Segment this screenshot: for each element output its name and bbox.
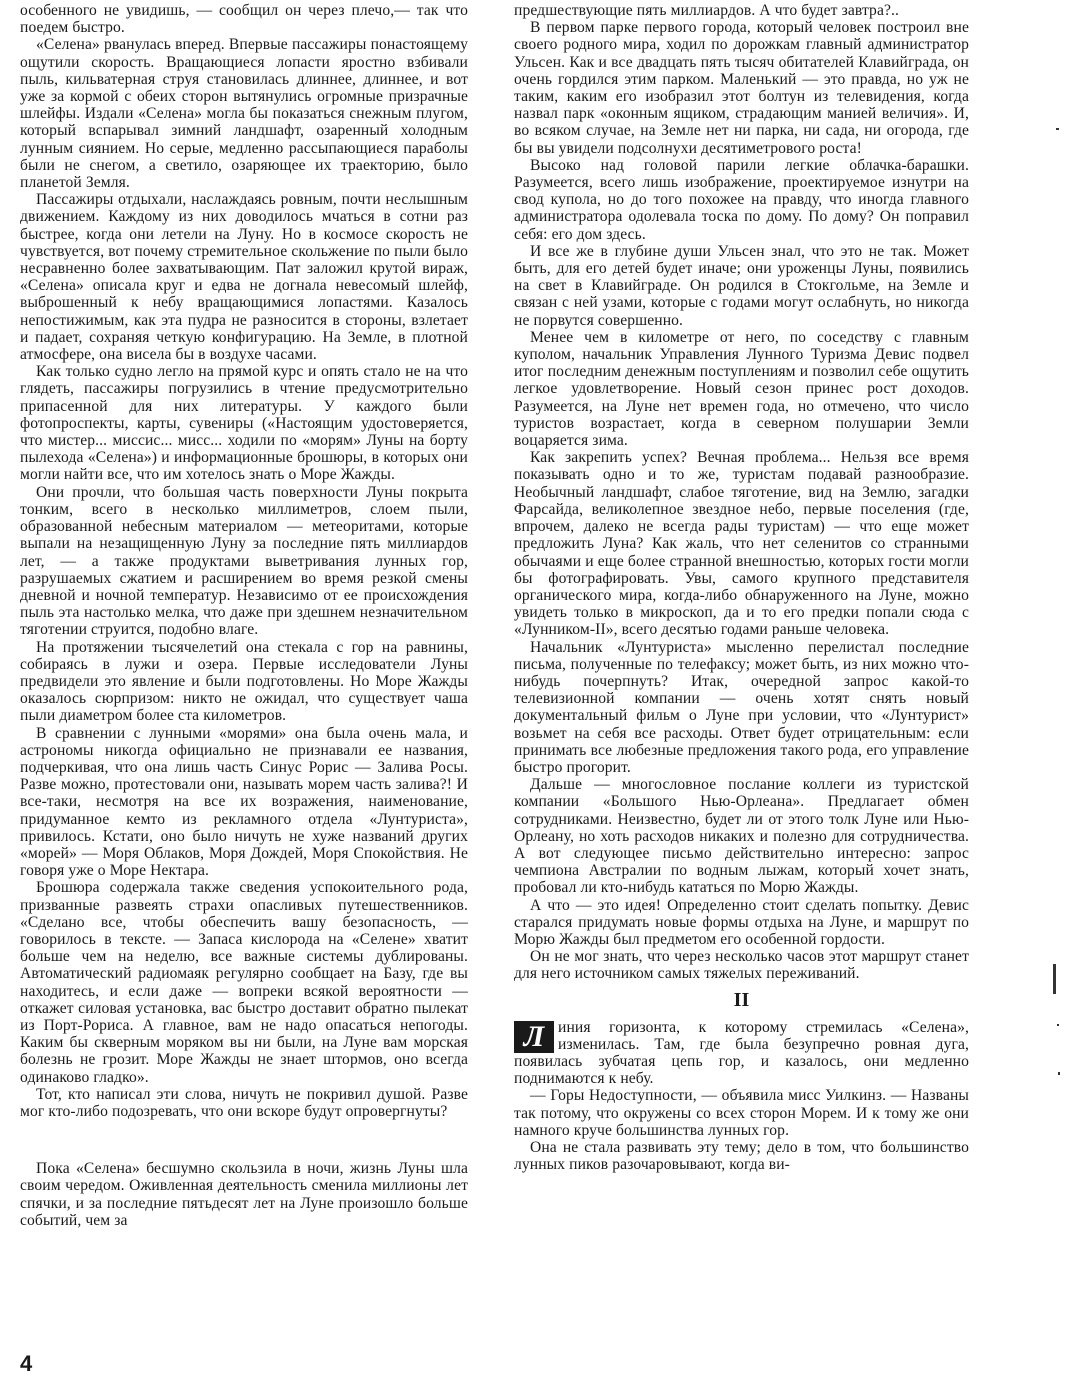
chapter-numeral: II — [733, 988, 750, 1011]
paragraph: Как только судно легло на прямой курс и опять стало не на что глядеть, пассажиры погрузились в чтение предусмотрительно припасенной для них литературы. У каждого были фотопроспекты, карты, сувениры («Настоящим удостоверяется, что мистер... миссис... мисс... ходили по «морям» Луны на борту пылехода «Селена») и информационные брошюры, в которых они могли найти все, что им хотелось знать о Море Жажды. — [20, 363, 468, 484]
paragraph: Дальше — многословное послание коллеги из туристской компании «Большого Нью-Орлеана». Предлагает обмен сотрудниками. Неизвестно, будет ли от этого толк Луне или Нью-Орлеану, но хоть расходов никаких и полезно для сотрудничества. А вот следующее письмо действительно интересно: запрос чемпиона Австралии по водным лыжам, который хочет знать, пробовал ли кто-нибудь кататься по Морю Жажды. — [514, 776, 969, 897]
paragraph: особенного не увидишь, — сообщил он через плечо,— так что поедем быстро. — [20, 2, 468, 37]
scan-mark — [1053, 964, 1056, 994]
scan-mark — [1058, 1072, 1060, 1075]
paragraph: В первом парке первого города, который человек построил вне своего родного мира, ходил по дорожкам главный администратор Ульсен. Как и все двадцать пять тысяч обитателей Клавийграда, он очень гордился этим парком. Маленький — это правда, но уж не таким, каким его изобразил этот болтун из телевидения, когда назвал парк «оконным ящиком, страдающим манией величия». И, во всяком случае, на Земле нет ни парка, ни сада, ни огорода, где бы вы увидели подсолнухи десятиметрового роста! — [514, 19, 969, 157]
paragraph: На протяжении тысячелетий она стекала с гор на равнины, собираясь в лужи и озера. Первые исследователи Луны предвидели это явление и были подготовлены. Но Море Жажды оказалось сюрпризом: никто не ожидал, что существует чаша пыли диаметром более ста километров. — [20, 638, 468, 725]
paragraph: Тот, кто написал эти слова, ничуть не покривил душой. Разве мог кто-либо подозревать, что они вскоре будут опровергнуты? — [20, 1085, 468, 1120]
paragraph: Она не стала развивать эту тему; дело в том, что большинство лунных пиков разочаровывают, когда ви- — [514, 1139, 969, 1174]
paragraph: Менее чем в километре от него, по соседству с главным куполом, начальник Управления Лунного Туризма Девис подвел итог последним денежным поступлениям и позволил себе ощутить легкое удовлетворение. Новый сезон принес рост доходов. Разумеется, на Луне нет времен года, но отмечено, что число туристов возрастает, когда в северном полушарии Земли воцаряется зима. — [514, 328, 969, 450]
paragraph: А что — это идея! Определенно стоит сделать попытку. Девис старался придумать новые формы отдыха на Луне, и маршрут по Морю Жажды был предметом его особенной гордости. — [514, 896, 969, 948]
dropcap-paragraph — [514, 1019, 969, 1088]
paragraph: Брошюра содержала также сведения успокоительного рода, призванные развеять страхи опасливых путешественников. «Сделано все, чтобы обеспечить вашу безопасность, — говорилось в тексте. — Запаса кислорода на «Селене» хватит больше чем на неделю, все важные системы дублированы. Автоматический радиомаяк регулярно сообщает на Базу, где вы находитесь, и если даже — вопреки всякой вероятности — откажет силовая установка, вас быстро доставит обратно пылекат из Порт-Рориса. А главное, вам не надо опасаться непогоды. Каким бы скверным моряком вы ни были, на Луне вам морская болезнь не грозит. Море Жажды не знает штормов, оно всегда одинаково гладко». — [20, 879, 468, 1086]
scan-mark — [1057, 1024, 1059, 1026]
paragraph: Начальник «Лунтуриста» мысленно перелистал последние письма, полученные по телефаксу; может быть, из них можно что-нибудь почерпнуть? Итак, очередной запрос какой-то телевизионной компании — очень хотят снять новый документальный фильм о Луне при условии, что «Лунтурист» возьмет на себя все расходы. Ответ будет отрицательным: если принимать все любезные предложения такого рода, его управление быстро прогорит. — [514, 638, 969, 776]
paragraph: Как закрепить успех? Вечная проблема... Нельзя все время показывать одно и то же, туристам подавай разнообразие. Необычный ландшафт, слабое тяготение, вид на Землю, загадки Фарсайда, великолепное звездное небо, первые поселения (где, впрочем, далеко не всегда рады туристам) — что еще может предложить Луна? Как жаль, что нет селенитов со странными обычаями и еще более странной внешностью, которых гости могли бы фотографировать. Увы, самого крупного представителя органического мира, когда-либо обнаруженного на Луне, можно увидеть только в микроскоп, да и то его предки попали сюда с «Лунником-II», всего десятью годами раньше человека. — [514, 449, 969, 639]
right-column — [514, 2, 969, 1173]
left-column — [20, 2, 468, 1229]
paragraph: Пока «Селена» бесшумно скользила в ночи, жизнь Луны шла своим чередом. Оживленная деятельность сменила миллионы лет спячки, и за последние пятьдесят лет на Луне произошло больше событий, чем за — [20, 1160, 468, 1229]
paragraph: Высоко над головой парили легкие облачка-барашки. Разумеется, всего лишь изображение, проектируемое изнутри на свод купола, но до того похожее на правду, что иногда главного администратора одолевала тоска по дому. По дому? Он поправил себя: его дом здесь. — [514, 156, 969, 243]
paragraph: «Селена» рванулась вперед. Впервые пассажиры понастоящему ощутили скорость. Вращающиеся лопасти яростно взбивали пыль, кильватерная струя становилась длиннее, длиннее, и вот уже за кормой с обеих сторон вытянулись огромные призрачные шлейфы. Издали «Селена» могла бы показаться снежным плугом, который вспарывал зимний ландшафт, озаренный холодным лунным сиянием. Но серые, медленно рассыпающиеся параболы были не снегом, а светило, озаряющее их траекторию, было планетой Земля. — [20, 36, 468, 192]
paragraph: Они прочли, что большая часть поверхности Луны покрыта тонким, всего в несколько миллиметров, слоем пыли, образованной небесным материалом — метеоритами, которые выпали на незащищенную Луну за последние пять миллиардов лет, — а также продуктами выветривания лунных гор, разрушаемых сжатием и расширением во время резкой смены дневной и ночной температур. Независимо от ее происхождения пыль эта настолько мелка, что даже при здешнем незначительном тяготении струится, подобно влаге. — [20, 483, 468, 639]
paragraph-text: иния горизонта, к которому стремилась «Селена», изменилась. Там, где была безупречно ровная дуга, появилась зубчатая цепь гор, и казалось, они медленно поднимаются к небу. — [514, 1018, 969, 1088]
paragraph: предшествующие пять миллиардов. А что будет завтра?.. — [514, 2, 899, 19]
dropcap-letter: Л — [514, 1021, 554, 1053]
paragraph: Пассажиры отдыхали, наслаждаясь ровным, почти неслышным движением. Каждому из них доводилось мчаться в сотни раз быстрее, когда они летели на Луну. Но в космосе скорость не чувствуется, вот почему стремительное скольжение по пыли было несравненно более захватывающим. Пат заложил крутой вираж, «Селена» описала круг и едва не догнала невесомый шлейф, выброшенный к небу вращающимися лопастями. Казалось непостижимым, как эта пудра не разносится в стороны, взлетает и падает, сохраняя четкую конфигурацию. На Земле, в плотной атмосфере, она висела бы в воздухе часами. — [20, 191, 468, 364]
paragraph: Он не мог знать, что через несколько часов этот маршрут станет для него источником самых тяжелых переживаний. — [514, 948, 969, 983]
paragraph: В сравнении с лунными «морями» она была очень мала, и астрономы никогда официально не признавали ее названия, подчеркивая, что она лишь часть Синус Рорис — Залива Росы. Разве можно, протестовали они, называть морем часть залива?! И все-таки, несмотря на все их возражения, наименование, придуманное кемто из рекламного отдела «Лунтуриста», привилось. Кстати, оно было ничуть не хуже названий других «морей» — Моря Облаков, Моря Дождей, Моря Спокойствия. Не говоря уже о Море Нектара. — [20, 724, 468, 880]
paragraph: И все же в глубине души Ульсен знал, что это не так. Может быть, для его детей будет иначе; они уроженцы Луны, появились на свет в Клавийграде. Он родился в Стокгольме, на Земле и связан с ней узами, которые с годами могут ослабнуть, но никогда не порвутся совершенно. — [514, 242, 969, 329]
paragraph: — Горы Недоступности, — объявила мисс Уилкинз. — Названы так потому, что окружены со всех сторон Морем. И к тому же они намного круче большинства лунных гор. — [514, 1087, 969, 1139]
scan-mark — [1056, 128, 1059, 130]
page-number: 4 — [20, 1351, 33, 1376]
